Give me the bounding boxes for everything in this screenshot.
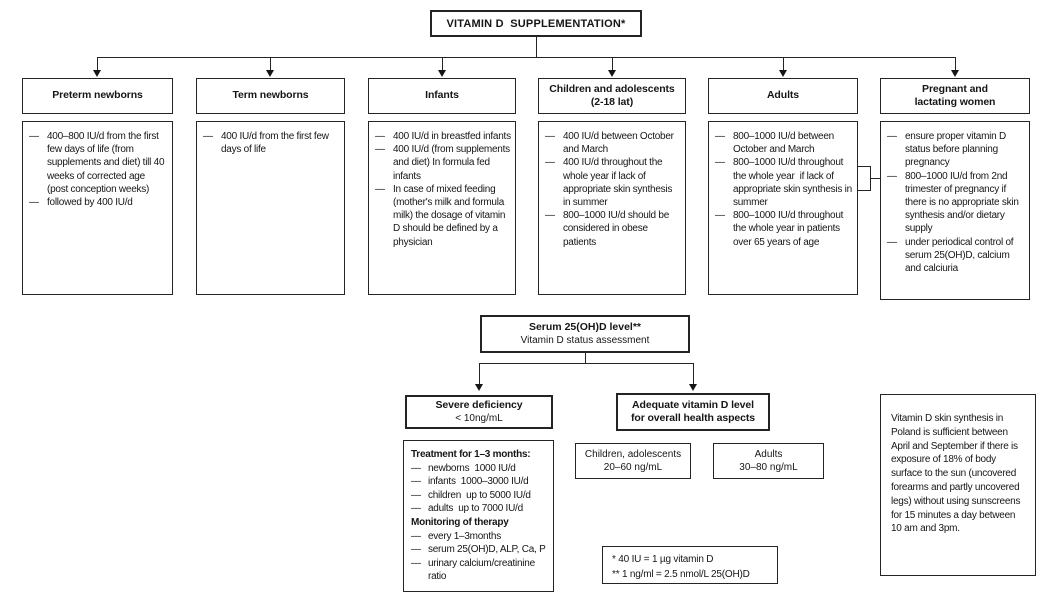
dash-marker <box>375 183 393 249</box>
list-item: — 400 IU/d throughout the whole year if lack of appropriate skin synthesis in summer <box>545 156 681 209</box>
connector-stub-adequate <box>693 363 694 385</box>
dash-marker <box>715 209 733 249</box>
detail-box-infants <box>368 121 516 295</box>
serum-level-subtitle: Vitamin D status assessment <box>520 335 650 347</box>
dash-marker <box>29 196 47 209</box>
header-label: Children and adolescents <box>549 82 675 95</box>
connector-stub-infants <box>442 57 443 71</box>
arrow-down-icon <box>475 384 483 391</box>
arrow-down-icon <box>608 70 616 77</box>
dash-marker <box>411 489 428 503</box>
list-item: — 400 IU/d between October and March <box>545 130 681 156</box>
dash-marker <box>411 502 428 516</box>
list-item: — 400–800 IU/d from the first few days of life (from supplements and diet) till 40 weeks of corrected age (post conception weeks) <box>29 130 168 196</box>
list-item: — under periodical control of serum 25(OH)D, calcium and calciuria <box>887 236 1025 276</box>
footnote-box <box>602 546 778 584</box>
footnote-line: * 40 IU = 1 µg vitamin D <box>612 554 714 565</box>
detail-box-term-newborns <box>196 121 345 295</box>
dash-marker <box>411 462 428 476</box>
dash-marker <box>545 130 563 156</box>
monitoring-heading: Monitoring of therapy <box>411 516 509 528</box>
dash-marker <box>375 143 393 183</box>
arrow-down-icon <box>779 70 787 77</box>
dash-marker <box>411 543 428 557</box>
dash-marker <box>29 130 47 196</box>
dash-marker <box>375 130 393 143</box>
range-value: 20–60 ng/mL <box>603 462 663 473</box>
connector-stub-pregnant <box>955 57 956 71</box>
range-group: Adults <box>754 449 783 460</box>
range-value: 30–80 ng/mL <box>739 462 798 473</box>
connector-serum-branch <box>479 363 694 364</box>
header-box-term-newborns <box>196 78 345 114</box>
dash-marker <box>411 475 428 489</box>
range-box-adults <box>713 443 824 479</box>
dash-marker <box>411 557 428 584</box>
severe-deficiency-title: Severe deficiency <box>435 398 523 411</box>
list-item: — urinary calcium/creatinine ratio <box>411 557 551 584</box>
range-box-children-adolescents <box>575 443 691 479</box>
header-box-preterm-newborns <box>22 78 173 114</box>
adequate-level-title: Adequate vitamin D level for overall health aspects <box>630 398 756 424</box>
header-label: Preterm newborns <box>52 89 143 102</box>
connector-stub-term <box>270 57 271 71</box>
serum-level-box <box>480 315 690 353</box>
arrow-down-icon <box>951 70 959 77</box>
dash-marker <box>411 530 428 544</box>
dash-marker <box>715 130 733 156</box>
list-item: — every 1–3months <box>411 530 551 544</box>
connector-stub-severe <box>479 363 480 385</box>
header-label: Term newborns <box>232 89 309 102</box>
list-item: — ensure proper vitamin D status before planning pregnancy <box>887 130 1025 170</box>
list-item: — infants 1000–3000 IU/d <box>411 475 551 489</box>
list-item: — 400 IU/d (from supplements and diet) In formula fed infants <box>375 143 511 183</box>
list-item: — children up to 5000 IU/d <box>411 489 551 503</box>
dash-marker <box>887 236 905 276</box>
root-box-vitamin-d-supplementation <box>430 10 642 37</box>
list-item: — 800–1000 IU/d throughout the whole year in patients over 65 years of age <box>715 209 853 249</box>
header-label: Adults <box>766 89 800 102</box>
header-box-pregnant-lactating <box>880 78 1030 114</box>
dash-marker <box>203 130 221 156</box>
detail-box-pregnant-lactating <box>880 121 1030 300</box>
list-item: — 800–1000 IU/d should be considered in obese patients <box>545 209 681 249</box>
list-item: — 800–1000 IU/d from 2nd trimester of pregnancy if there is no appropriate skin synthesis and/or dietary supply <box>887 170 1025 236</box>
list-item: — 400 IU/d from the first few days of life <box>203 130 340 156</box>
list-item: — 400 IU/d in breastfed infants <box>375 130 511 143</box>
treatment-box <box>403 440 554 592</box>
detail-box-preterm-newborns <box>22 121 173 295</box>
connector-top-branch <box>97 57 956 58</box>
header-box-adults <box>708 78 858 114</box>
list-item: — 800–1000 IU/d between October and March <box>715 130 853 156</box>
dash-marker <box>545 156 563 209</box>
connector-stub-children <box>612 57 613 71</box>
treatment-heading: Treatment for 1–3 months: <box>411 449 531 460</box>
header-label-line2: lactating women <box>914 96 996 108</box>
footnote-line: ** 1 ng/ml = 2.5 nmol/L 25(OH)D <box>612 568 750 580</box>
list-item: — In case of mixed feeding (mother's milk and formula milk) the dosage of vitamin D should be defined by a physician <box>375 183 511 249</box>
connector-stub-preterm <box>97 57 98 71</box>
arrow-down-icon <box>266 70 274 77</box>
arrow-down-icon <box>438 70 446 77</box>
header-label: Pregnant and <box>922 82 988 95</box>
list-item: — 800–1000 IU/d throughout the whole year if lack of appropriate skin synthesis in summer <box>715 156 853 209</box>
list-item: — serum 25(OH)D, ALP, Ca, P <box>411 543 551 557</box>
dash-marker <box>887 130 905 170</box>
connector-stub-adults <box>783 57 784 71</box>
adequate-level-box <box>616 393 770 431</box>
diagram-title: VITAMIN D SUPPLEMENTATION* <box>446 17 626 30</box>
header-label: Infants <box>425 89 459 102</box>
dash-marker <box>545 209 563 249</box>
connector-adults-pregnant-link <box>870 178 880 179</box>
detail-box-adults <box>708 121 858 295</box>
header-box-children-adolescents <box>538 78 686 114</box>
arrow-down-icon <box>93 70 101 77</box>
list-item: — adults up to 7000 IU/d <box>411 502 551 516</box>
header-label-line2: (2-18 lat) <box>590 96 634 108</box>
list-item: — followed by 400 IU/d <box>29 196 168 209</box>
dash-marker <box>715 156 733 209</box>
serum-level-title: Serum 25(OH)D level** <box>528 320 642 333</box>
skin-synthesis-note-box <box>880 394 1036 576</box>
dash-marker <box>887 170 905 236</box>
severe-deficiency-box <box>405 395 553 429</box>
header-box-infants <box>368 78 516 114</box>
connector-adults-pregnant-bottom <box>858 190 871 191</box>
range-group: Children, adolescents <box>584 449 682 460</box>
severe-deficiency-value: < 10ng/mL <box>455 413 503 425</box>
detail-box-children-adolescents <box>538 121 686 295</box>
arrow-down-icon <box>689 384 697 391</box>
list-item: — newborns 1000 IU/d <box>411 462 551 476</box>
connector-root-stem <box>536 37 537 57</box>
skin-synthesis-note-text: Vitamin D skin synthesis in Poland is sufficient between April and September if there is exposure of 18% of body surface to the sun (uncovered forearms and partly uncovered legs) without using sunscreens for 15 minutes a day between 10 am and 3pm. <box>891 413 1021 535</box>
